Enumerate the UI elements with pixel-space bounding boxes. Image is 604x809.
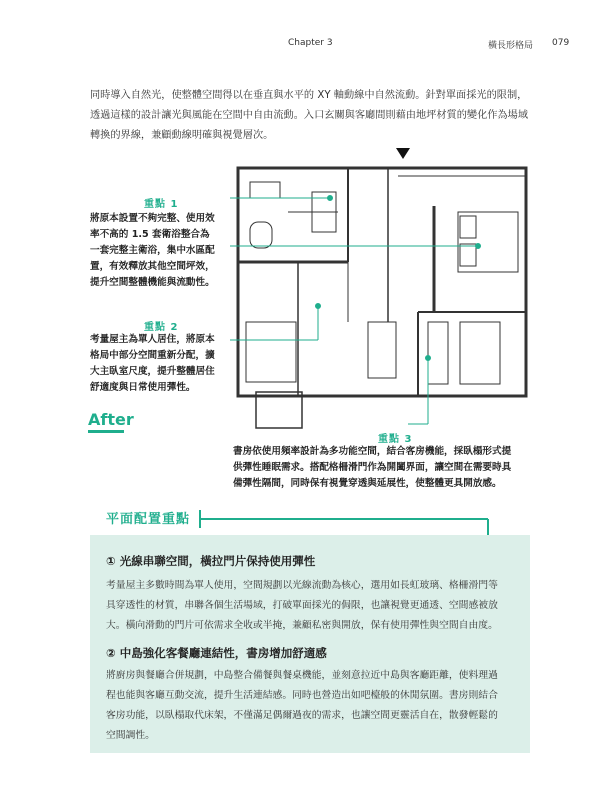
point-line: 舒適度與日常使用彈性。: [90, 382, 196, 393]
intro-line: 同時導入自然光，使整體空間得以在垂直與水平的 XY 軸動線中自然流動。針對單面採光的限制，: [90, 90, 528, 101]
subsection-2-body: [106, 666, 526, 746]
point-line: 考量屋主為單人居住，將原本: [90, 334, 215, 345]
point-line: 置，有效釋放其他空間坪效，: [90, 261, 215, 272]
subsection-1-heading: ① 光線串聯空間，橫拉門片保持使用彈性: [106, 554, 316, 568]
body-line: 程也能與客廳互動交流，提升生活連結感。同時也營造出如吧檯般的休閒氛圍。書房則結合: [106, 690, 498, 701]
body-line: 空間調性。: [106, 730, 155, 741]
subsection-1-body: [106, 576, 526, 636]
body-line: 將廚房與餐廳合併規劃，中島整合備餐與餐桌機能，並刻意拉近中島與客廳距離，使料理過: [106, 670, 498, 681]
point-3-label: 重點 3: [378, 434, 413, 445]
page-number: 079: [552, 38, 570, 48]
entrance-arrow-icon: [396, 148, 410, 159]
floor-plan: [228, 162, 532, 432]
chapter-label: Chapter 3: [288, 38, 333, 48]
point-2-label: 重點 2: [144, 322, 179, 333]
section-title: 平面配置重點: [106, 512, 191, 527]
point-line: 書房依使用頻率設計為多功能空間，結合客房機能，採臥榻形式提: [233, 446, 512, 457]
body-line: 客房功能，以臥榻取代床架，不僅滿足偶爾過夜的需求，也讓空間更靈活自在，散發輕鬆的: [106, 710, 498, 721]
point-line: 供彈性睡眠需求。搭配格柵滑門作為開闔界面，讓空間在需要時具: [233, 462, 512, 473]
body-line: 考量屋主多數時間為單人使用，空間規劃以光線流動為核心，選用如長虹玻璃、格柵滑門等: [106, 580, 498, 591]
point-line: 提升空間整體機能與流動性。: [90, 277, 215, 288]
point-line: 率不高的 1.5 套衛浴整合為: [90, 229, 210, 240]
point-2-text: [90, 332, 230, 396]
point-line: 備彈性隔間，同時保有視覺穿透與延展性，使整體更具開放感。: [233, 478, 502, 489]
point-line: 一套完整主衛浴，集中水區配: [90, 245, 215, 256]
point-line: 將原本設置不夠完整、使用效: [90, 213, 215, 224]
intro-paragraph: [90, 86, 530, 146]
body-line: 具穿透性的材質，串聯各個生活場域，打破單面採光的侷限，也讓視覺更通透、空間感被放: [106, 600, 498, 611]
point-line: 大主臥室尺度，提升整體居住: [90, 366, 215, 377]
chapter-title: 橫長形格局: [488, 41, 534, 51]
intro-line: 透過這樣的設計讓光與風能在空間中自由流動。入口玄關與客廳間則藉由地坪材質的變化作為場域: [90, 110, 529, 121]
point-3-text: [233, 444, 563, 492]
after-label: After: [88, 410, 134, 429]
subsection-2-heading: ② 中島強化客餐廳連結性，書房增加舒適感: [106, 646, 327, 660]
body-line: 大。橫向滑動的門片可依需求全收或半掩，兼顧私密與開放，保有使用彈性與空間自由度。: [106, 620, 498, 631]
point-1-text: [90, 211, 230, 291]
intro-line: 轉換的界線，兼顧動線明確與視覺層次。: [90, 130, 274, 141]
after-underline: [88, 430, 124, 433]
point-line: 格局中部分空間重新分配，擴: [90, 350, 215, 361]
point-1-label: 重點 1: [144, 199, 179, 210]
